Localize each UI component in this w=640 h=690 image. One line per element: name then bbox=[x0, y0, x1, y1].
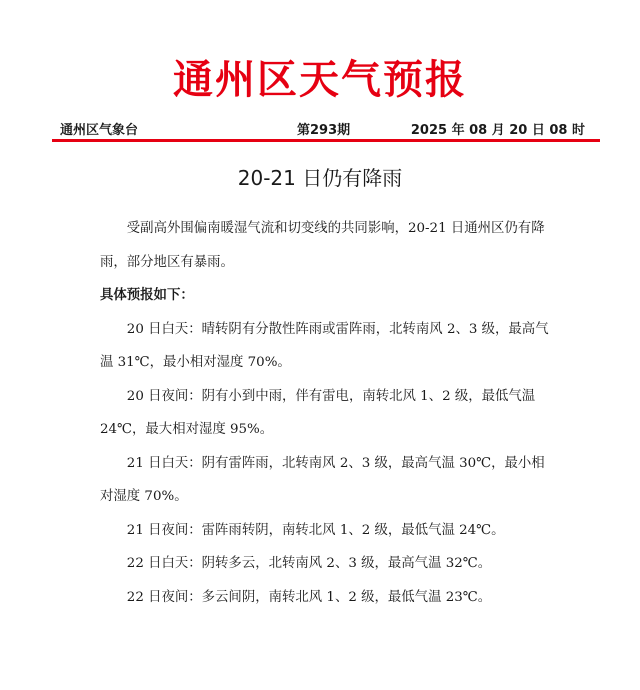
issuing-organization: 通州区气象台 bbox=[60, 123, 139, 138]
forecast-paragraph: 22 日夜间：多云间阴，南转北风 1、2 级，最低气温 23℃。 bbox=[126, 589, 492, 605]
red-divider bbox=[52, 139, 600, 142]
forecast-paragraph: 21 日夜间：雷阵雨转阴，南转北风 1、2 级，最低气温 24℃。 bbox=[126, 522, 505, 538]
summary-paragraph: 受副高外围偏南暖湿气流和切变线的共同影响，20-21 日通州区仍有降雨，部分地区有暴雨。 bbox=[100, 221, 545, 270]
headline: 20-21 日仍有降雨 bbox=[237, 166, 403, 190]
forecast-body bbox=[100, 212, 552, 614]
forecast-paragraph: 22 日白天：阴转多云，北转南风 2、3 级，最高气温 32℃。 bbox=[126, 556, 492, 571]
forecast-paragraph: 21 日白天：阴有雷阵雨，北转南风 2、3 级，最高气温 30℃，最小相对湿度 70%。 bbox=[100, 455, 545, 504]
forecast-heading: 具体预报如下： bbox=[100, 287, 194, 303]
masthead-title: 通州区天气预报 bbox=[173, 57, 467, 103]
issue-number: 第293期 bbox=[297, 123, 351, 138]
forecast-paragraph: 20 日夜间：阴有小到中雨，伴有雷电，南转北风 1、2 级，最低气温 24℃，最大相对湿度 95%。 bbox=[100, 388, 536, 437]
forecast-paragraph: 20 日白天：晴转阴有分散性阵雨或雷阵雨，北转南风 2、3 级，最高气温 31℃，最小相对湿度 70%。 bbox=[100, 321, 549, 370]
issue-info-bar bbox=[0, 119, 640, 137]
issue-time: 2025 年 08 月 20 日 08 时 bbox=[410, 123, 585, 138]
